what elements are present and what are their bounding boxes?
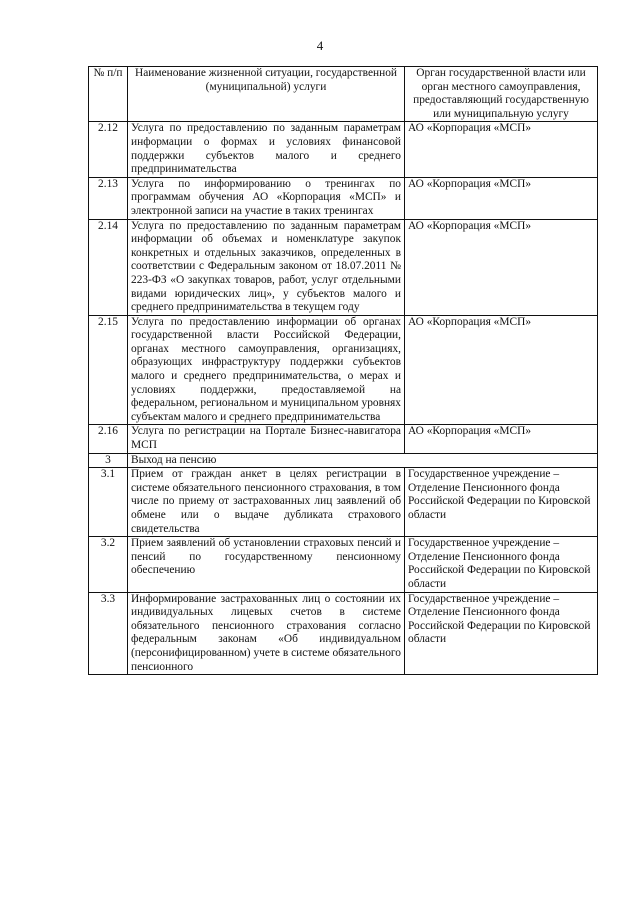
table-row xyxy=(89,315,598,425)
row-number: 3.3 xyxy=(89,592,128,675)
row-number: 2.13 xyxy=(89,177,128,219)
row-authority: Государственное учреждение – Отделение Пенсионного фонда Российской Федерации по Кировской области xyxy=(405,592,598,675)
row-number: 3.1 xyxy=(89,468,128,537)
row-service-name: Услуга по регистрации на Портале Бизнес-навигатора МСП xyxy=(128,425,405,453)
table-row xyxy=(89,219,598,315)
header-service-name: Наименование жизненной ситуации, государственной (муниципальной) услуги xyxy=(128,67,405,122)
row-authority: АО «Корпорация «МСП» xyxy=(405,425,598,453)
row-service-name: Услуга по предоставлению информации об органах государственной власти Российской Федерации, органах местного самоуправления, организациях, образующих инфраструктуру поддержки субъектов малого и среднего предпринимательства, о мерах и условиях поддержки, предоставляемой на федеральном, региональном и муниципальном уровнях субъектам малого и среднего предпринимательства xyxy=(128,315,405,425)
header-number: № п/п xyxy=(89,67,128,122)
row-number: 2.14 xyxy=(89,219,128,315)
table-row xyxy=(89,537,598,592)
row-number: 2.16 xyxy=(89,425,128,453)
row-authority: АО «Корпорация «МСП» xyxy=(405,219,598,315)
table-row xyxy=(89,177,598,219)
page-number: 4 xyxy=(316,38,324,53)
row-authority: Государственное учреждение – Отделение Пенсионного фонда Российской Федерации по Кировской области xyxy=(405,468,598,537)
row-service-name: Прием от граждан анкет в целях регистрации в системе обязательного пенсионного страхования, в том числе по приему от застрахованных лиц заявлений об обмене или о выдаче дубликата страхового свидетельства xyxy=(128,468,405,537)
table-row xyxy=(89,468,598,537)
row-authority: АО «Корпорация «МСП» xyxy=(405,315,598,425)
section-row xyxy=(89,453,598,468)
row-authority: АО «Корпорация «МСП» xyxy=(405,177,598,219)
section-number: 3 xyxy=(89,453,128,468)
row-number: 2.12 xyxy=(89,122,128,177)
table-row xyxy=(89,122,598,177)
row-service-name: Прием заявлений об установлении страховых пенсий и пенсий по государственному пенсионному обеспечению xyxy=(128,537,405,592)
row-authority: Государственное учреждение – Отделение Пенсионного фонда Российской Федерации по Кировской области xyxy=(405,537,598,592)
row-number: 2.15 xyxy=(89,315,128,425)
table-row xyxy=(89,425,598,453)
row-service-name: Услуга по предоставлению по заданным параметрам информации о формах и условиях финансовой поддержки субъектов малого и среднего предпринимательства xyxy=(128,122,405,177)
row-service-name: Услуга по информированию о тренингах по программам обучения АО «Корпорация «МСП» и электронной записи на участие в таких тренингах xyxy=(128,177,405,219)
header-authority: Орган государственной власти или орган местного самоуправления, предоставляющий государственную или муниципальную услугу xyxy=(405,67,598,122)
table-header-row xyxy=(89,67,598,122)
row-authority: АО «Корпорация «МСП» xyxy=(405,122,598,177)
row-service-name: Информирование застрахованных лиц о состоянии их индивидуальных лицевых счетов в системе обязательного пенсионного страхования согласно федеральным законам «Об индивидуальном (персонифицированном) учете в системе обязательного пенсионного xyxy=(128,592,405,675)
row-number: 3.2 xyxy=(89,537,128,592)
row-service-name: Услуга по предоставлению по заданным параметрам информации об объемах и номенклатуре закупок конкретных и отдельных заказчиков, определенных в соответствии с Федеральным законом от 18.07.2011 № 223-ФЗ «О закупках товаров, работ, услуг отдельными видами юридических лиц», у субъектов малого и среднего предпринимательства в текущем году xyxy=(128,219,405,315)
section-title: Выход на пенсию xyxy=(128,453,598,468)
table-row xyxy=(89,592,598,675)
services-table xyxy=(88,66,598,675)
